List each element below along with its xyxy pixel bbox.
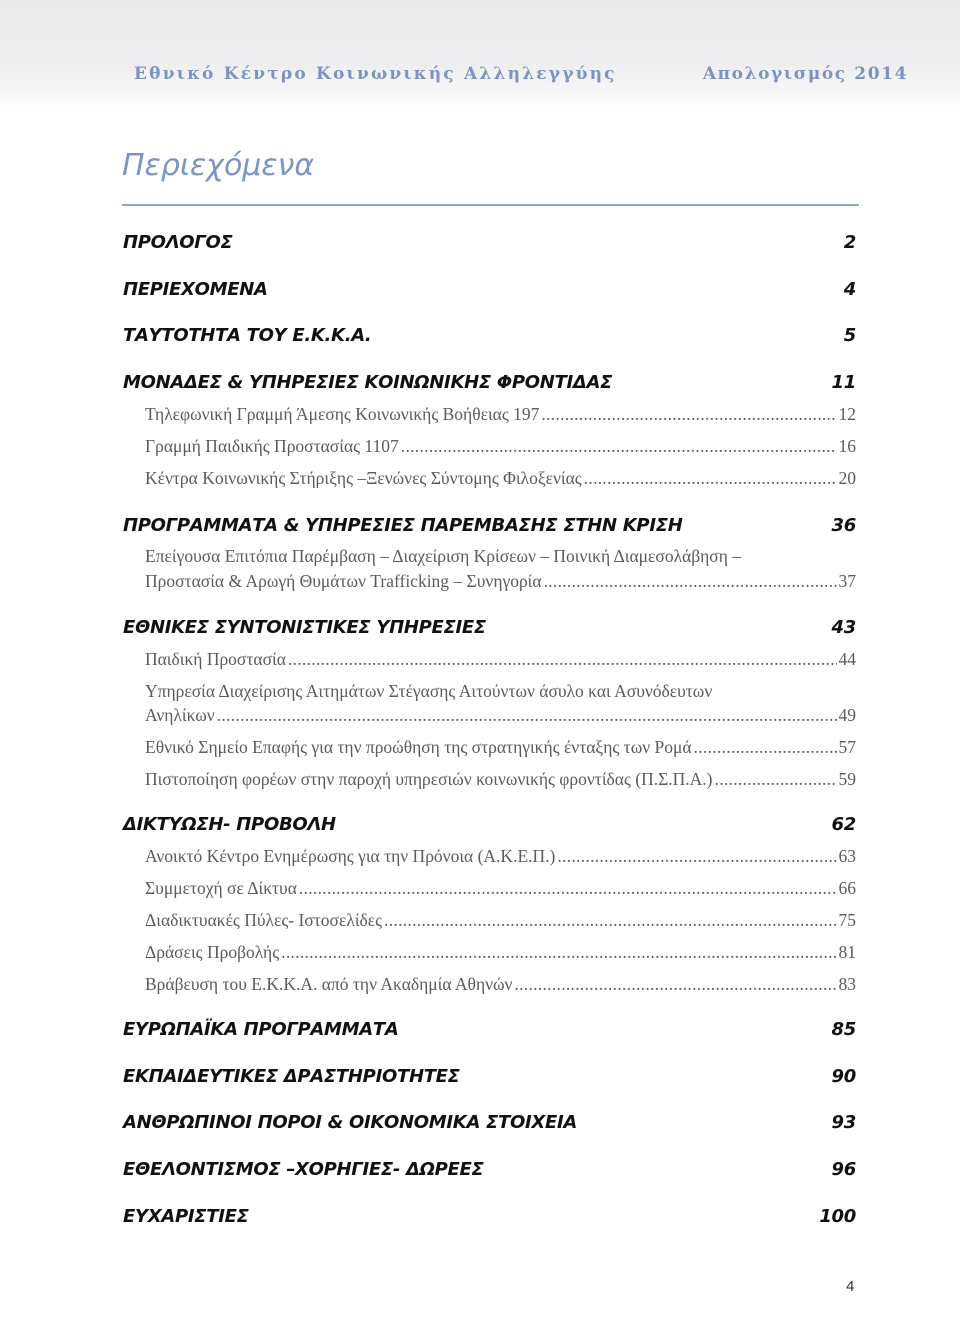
toc-entry-label: Εθνικό Σημείο Επαφής για την προώθηση της στρατηγικής ένταξης των Ρομά	[145, 737, 692, 757]
toc-dot-leader	[299, 878, 837, 899]
toc-entry-label: ΑΝΘΡΩΠΙΝΟΙ ΠΟΡΟΙ & ΟΙΚΟΝΟΜΙΚΑ ΣΤΟΙΧΕΙΑ	[123, 1112, 578, 1133]
toc-dot-leader	[288, 649, 837, 670]
toc-entry-label: ΕΘΕΛΟΝΤΙΣΜΟΣ –ΧΟΡΗΓΙΕΣ- ΔΩΡΕΕΣ	[123, 1159, 484, 1180]
toc-entry-page: 75	[838, 910, 856, 930]
toc-dot-leader	[541, 404, 836, 425]
toc-entry-label: Συμμετοχή σε Δίκτυα	[145, 878, 297, 898]
toc-entry-label: Ανηλίκων	[145, 705, 215, 725]
toc-entry-major[interactable]	[123, 1066, 856, 1087]
toc-entry-major[interactable]	[123, 1159, 856, 1180]
toc-entry-major[interactable]	[123, 279, 856, 300]
toc-entry-minor[interactable]	[145, 769, 856, 790]
toc-entry-page: 16	[838, 436, 856, 456]
toc-entry-label: Προστασία & Αρωγή Θυμάτων Trafficking – Συνηγορία	[145, 571, 542, 591]
toc-entry-label: ΠΕΡΙΕΧΟΜΕΝΑ	[123, 279, 268, 300]
toc-entry-minor[interactable]	[145, 404, 856, 425]
toc-entry-label: ΕΥΡΩΠΑΪΚΑ ΠΡΟΓΡΑΜΜΑΤΑ	[123, 1019, 399, 1040]
toc-entry-page: 85	[831, 1019, 856, 1040]
toc-entry-page: 49	[838, 705, 856, 725]
toc-entry-minor[interactable]	[145, 878, 856, 899]
toc-entry-major[interactable]	[123, 1112, 856, 1133]
toc-entry-label: ΤΑΥΤΟΤΗΤΑ ΤΟΥ Ε.Κ.Κ.Α.	[123, 325, 372, 346]
toc-dot-leader	[384, 910, 836, 931]
toc-entry-label: Δράσεις Προβολής	[145, 942, 280, 962]
toc-title-rule	[122, 204, 859, 206]
toc-entry-major[interactable]	[123, 325, 856, 346]
page-number: 4	[846, 1278, 855, 1295]
toc-dot-leader	[544, 571, 837, 592]
toc-entry-label: ΕΥΧΑΡΙΣΤΙΕΣ	[123, 1206, 249, 1227]
toc-entry-page: 63	[838, 846, 856, 866]
toc-dot-leader	[217, 705, 837, 726]
toc-entry-page: 12	[838, 404, 856, 424]
toc-entry-page: 81	[838, 942, 856, 962]
toc-entry-page: 83	[838, 974, 856, 994]
toc-entry-label-line1[interactable]: Υπηρεσία Διαχείρισης Αιτημάτων Στέγασης Αιτούντων άσυλο και Ασυνόδευτων	[145, 681, 713, 701]
header-report-title: Απολογισμός 2014	[702, 64, 908, 84]
toc-entry-label: Γραμμή Παιδικής Προστασίας 1107	[145, 436, 399, 456]
toc-entry-page: 90	[831, 1066, 856, 1087]
toc-entry-label: Κέντρα Κοινωνικής Στήριξης –Ξενώνες Σύντομης Φιλοξενίας	[145, 468, 582, 488]
toc-entry-label: Βράβευση του Ε.Κ.Κ.Α. από την Ακαδημία Αθηνών	[145, 974, 513, 994]
toc-entry-minor[interactable]	[145, 910, 856, 931]
toc-entry-page: 2	[843, 232, 856, 253]
toc-dot-leader	[281, 942, 836, 963]
toc-entry-page: 66	[838, 878, 856, 898]
toc-dot-leader	[694, 737, 837, 758]
toc-entry-label: ΔΙΚΤΥΩΣΗ- ΠΡΟΒΟΛΗ	[123, 814, 336, 835]
toc-entry-page: 11	[831, 372, 856, 393]
toc-dot-leader	[557, 846, 836, 867]
toc-entry-page: 57	[838, 737, 856, 757]
page-header	[0, 0, 960, 108]
toc-entry-page: 4	[843, 279, 856, 300]
toc-dot-leader	[401, 436, 837, 457]
toc-entry-page: 36	[831, 515, 856, 536]
toc-entry-page: 96	[831, 1159, 856, 1180]
toc-entry-label: Διαδικτυακές Πύλες- Ιστοσελίδες	[145, 910, 383, 930]
toc-entry-label-line1[interactable]: Επείγουσα Επιτόπια Παρέμβαση – Διαχείριση Κρίσεων – Ποινική Διαμεσολάβηση –	[145, 546, 741, 566]
header-organization: Εθνικό Κέντρο Κοινωνικής Αλληλεγγύης	[134, 64, 617, 84]
toc-entry-major[interactable]	[123, 515, 856, 536]
toc-entry-minor[interactable]	[145, 436, 856, 457]
toc-entry-page: 100	[819, 1206, 856, 1227]
toc-entry-label: Πιστοποίηση φορέων στην παροχή υπηρεσιών κοινωνικής φροντίδας (Π.Σ.Π.Α.)	[145, 769, 713, 789]
toc-entry-minor[interactable]	[145, 942, 856, 963]
toc-entry-page: 43	[831, 617, 856, 638]
toc-entry-minor[interactable]	[145, 846, 856, 867]
toc-entry-page: 5	[843, 325, 856, 346]
toc-entry-page: 93	[831, 1112, 856, 1133]
toc-entry-label: ΠΡΟΓΡΑΜΜΑΤΑ & ΥΠΗΡΕΣΙΕΣ ΠΑΡΕΜΒΑΣΗΣ ΣΤΗΝ ΚΡΙΣΗ	[123, 515, 683, 536]
toc-entry-major[interactable]	[123, 1019, 856, 1040]
toc-entry-page: 37	[838, 571, 856, 591]
toc-entry-major[interactable]	[123, 617, 856, 638]
toc-entry-page: 20	[838, 468, 856, 488]
toc-entry-minor[interactable]	[145, 974, 856, 995]
toc-entry-page: 59	[838, 769, 856, 789]
toc-entry-major[interactable]	[123, 232, 856, 253]
toc-entry-minor[interactable]	[145, 649, 856, 670]
toc-entry-minor[interactable]	[145, 571, 856, 592]
toc-dot-leader	[584, 468, 837, 489]
toc-entry-major[interactable]	[123, 1206, 856, 1227]
toc-entry-major[interactable]	[123, 372, 856, 393]
toc-entry-page: 62	[831, 814, 856, 835]
toc-title: Περιεχόμενα	[122, 148, 315, 183]
toc-entry-label: Τηλεφωνική Γραμμή Άμεσης Κοινωνικής Βοήθειας 197	[145, 404, 540, 424]
toc-entry-label: Ανοικτό Κέντρο Ενημέρωσης για την Πρόνοια (Α.Κ.Ε.Π.)	[145, 846, 556, 866]
toc-entry-minor[interactable]	[145, 737, 856, 758]
toc-entry-major[interactable]	[123, 814, 856, 835]
toc-entry-label: ΠΡΟΛΟΓΟΣ	[123, 232, 233, 253]
toc-entry-page: 44	[838, 649, 856, 669]
toc-dot-leader	[715, 769, 837, 790]
toc-entry-label: ΕΚΠΑΙΔΕΥΤΙΚΕΣ ΔΡΑΣΤΗΡΙΟΤΗΤΕΣ	[123, 1066, 460, 1087]
toc-entry-minor[interactable]	[145, 468, 856, 489]
toc-entry-minor[interactable]	[145, 705, 856, 726]
toc-entry-label: Παιδική Προστασία	[145, 649, 286, 669]
toc-entry-label: ΕΘΝΙΚΕΣ ΣΥΝΤΟΝΙΣΤΙΚΕΣ ΥΠΗΡΕΣΙΕΣ	[123, 617, 486, 638]
toc-dot-leader	[514, 974, 836, 995]
toc-entry-label: ΜΟΝΑΔΕΣ & ΥΠΗΡΕΣΙΕΣ ΚΟΙΝΩΝΙΚΗΣ ΦΡΟΝΤΙΔΑΣ	[123, 372, 613, 393]
